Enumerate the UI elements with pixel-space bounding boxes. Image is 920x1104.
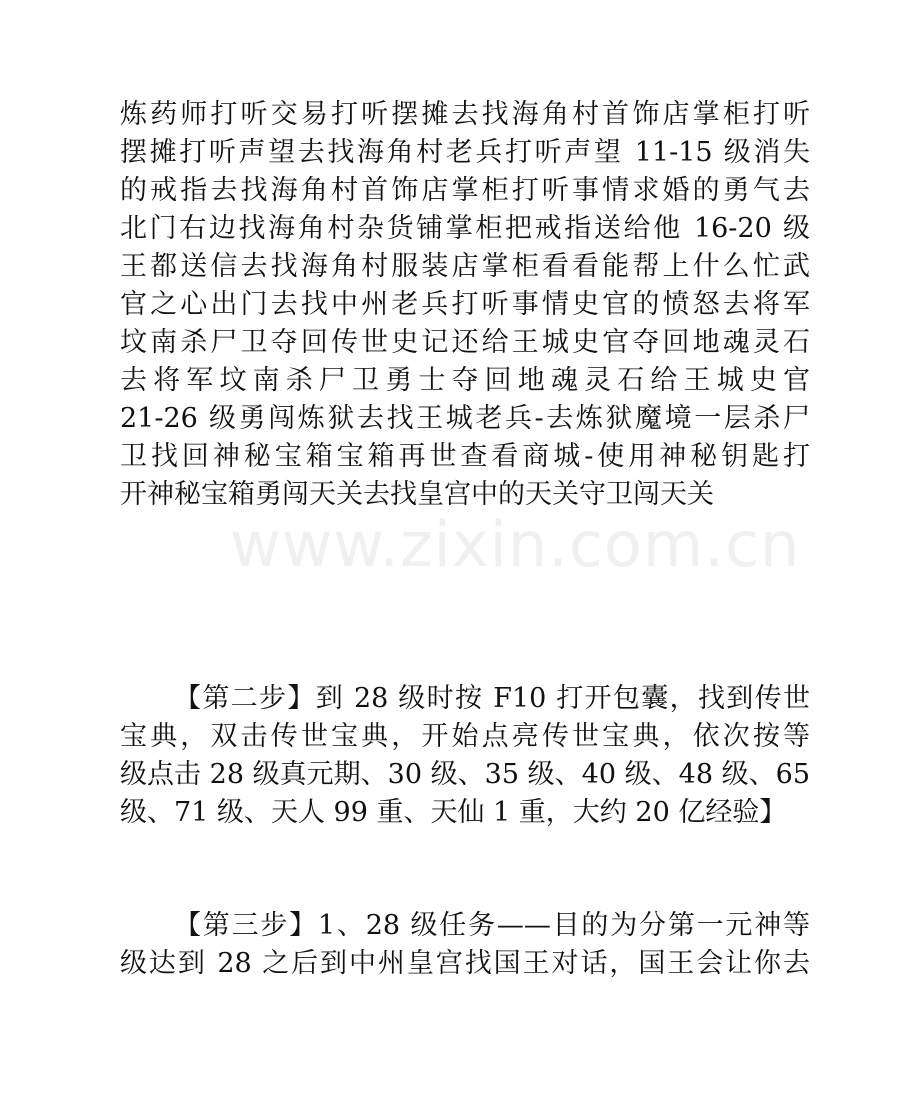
- text-line: 坟南杀尸卫夺回传世史记还给王城史官夺回地魂灵石: [120, 327, 810, 358]
- text-line: 级点击 28 级真元期、30 级、35 级、40 级、48 级、65: [120, 759, 810, 790]
- text-line: 摆摊打听声望去找海角村老兵打听声望 11-15 级消失: [120, 137, 810, 168]
- text-line: 宝典，双击传世宝典，开始点亮传世宝典，依次按等: [120, 721, 810, 752]
- paragraph-step-two: [120, 680, 810, 832]
- text-line: 级达到 28 之后到中州皇宫找国王对话，国王会让你去: [120, 948, 810, 979]
- text-line: 【第二步】到 28 级时按 F10 打开包囊，找到传世: [174, 683, 810, 714]
- text-line: 卫找回神秘宝箱宝箱再世查看商城-使用神秘钥匙打: [120, 441, 810, 472]
- text-line: 的戒指去找海角村首饰店掌柜打听事情求婚的勇气去: [120, 175, 810, 206]
- text-line: 炼药师打听交易打听摆摊去找海角村首饰店掌柜打听: [120, 99, 810, 130]
- text-line: 【第三步】1、28 级任务——目的为分第一元神等: [174, 910, 810, 941]
- text-line: 21-26 级勇闯炼狱去找王城老兵-去炼狱魔境一层杀尸: [120, 403, 810, 434]
- text-line: 北门右边找海角村杂货铺掌柜把戒指送给他 16-20 级: [120, 213, 810, 244]
- text-line: 去将军坟南杀尸卫勇士夺回地魂灵石给王城史官: [120, 365, 810, 396]
- watermark: www.zixin.com.cn: [230, 508, 801, 581]
- paragraph-step-three: [120, 907, 810, 983]
- text-line: 开神秘宝箱勇闯天关去找皇宫中的天关守卫闯天关: [120, 479, 714, 510]
- paragraph-quest-list: [120, 96, 810, 514]
- text-line: 官之心出门去找中州老兵打听事情史官的愤怒去将军: [120, 289, 810, 320]
- text-line: 王都送信去找海角村服装店掌柜看看能帮上什么忙武: [120, 251, 810, 282]
- text-line: 级、71 级、天人 99 重、天仙 1 重，大约 20 亿经验】: [120, 797, 787, 828]
